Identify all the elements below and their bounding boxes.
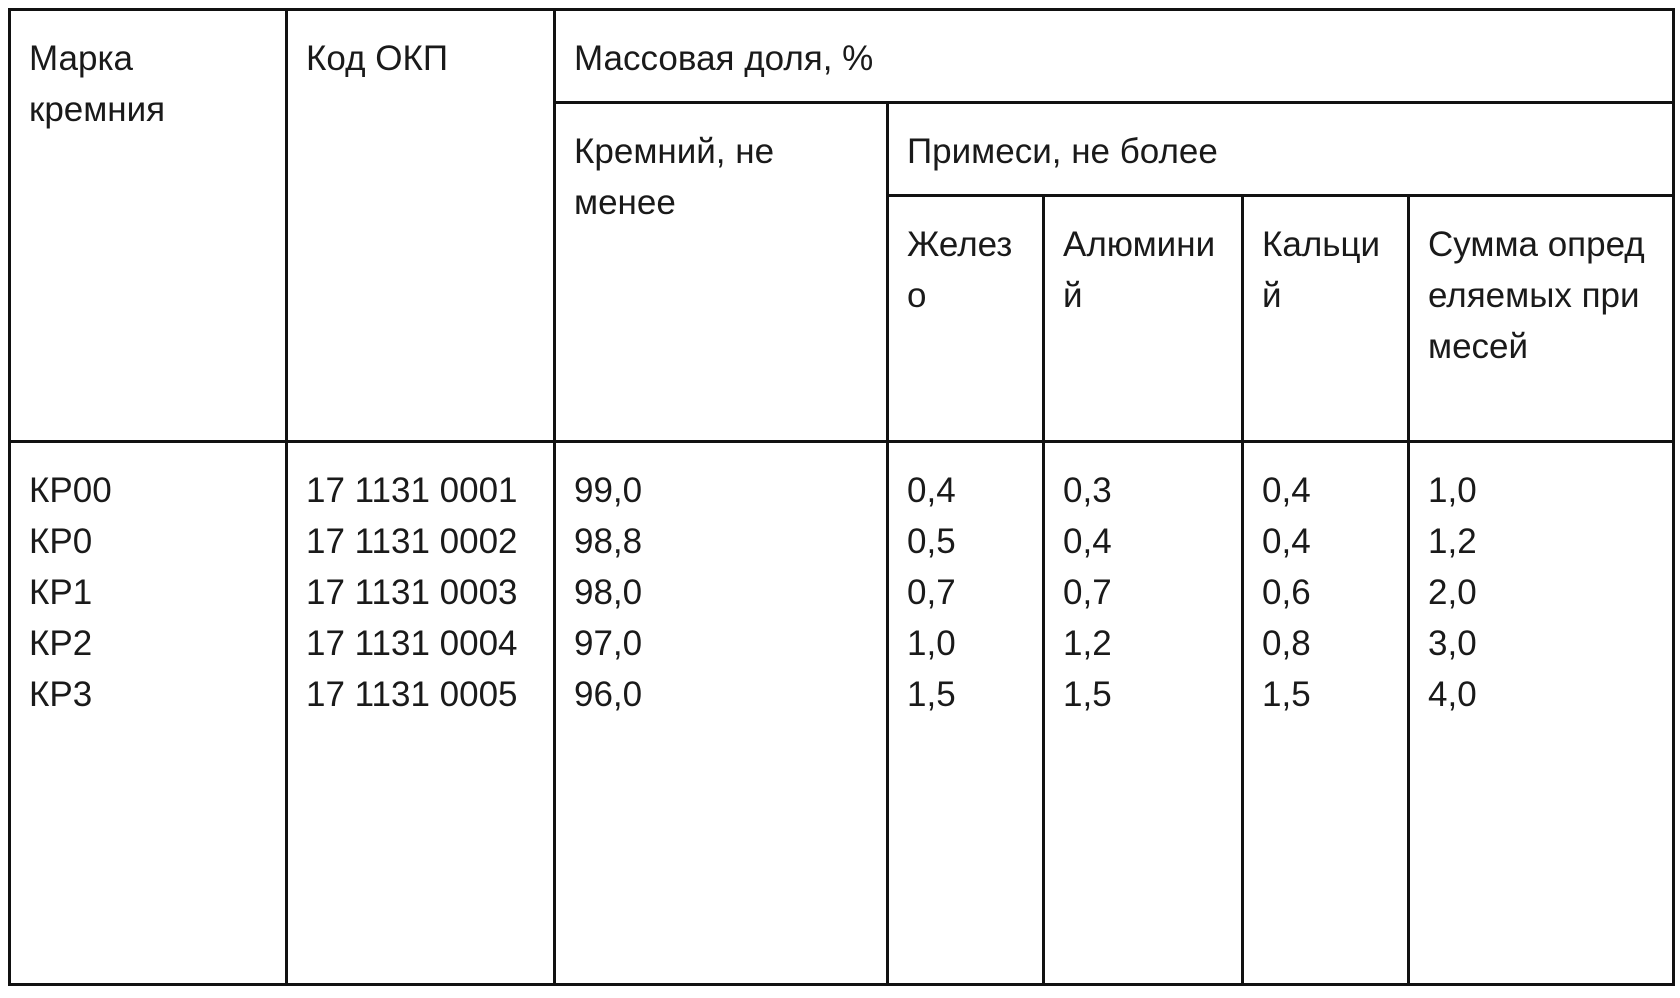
iron-value: 1,0 (907, 624, 956, 663)
iron-value: 0,7 (907, 573, 956, 612)
sum-value: 4,0 (1428, 675, 1477, 714)
sum-value: 3,0 (1428, 624, 1477, 663)
calcium-value: 0,8 (1262, 624, 1311, 663)
aluminum-value: 1,5 (1063, 675, 1112, 714)
okp-code-value: 17 1131 0004 (306, 624, 518, 663)
header-silicon-min: Кремний, не менее (555, 103, 888, 442)
grade-value: КР1 (29, 573, 93, 612)
calcium-value: 0,4 (1262, 522, 1311, 561)
okp-codes-cell (287, 442, 555, 985)
iron-value: 0,4 (907, 471, 956, 510)
silicon-value: 98,0 (574, 573, 643, 612)
grade-value: КР00 (29, 471, 112, 510)
grade-value: КР3 (29, 675, 93, 714)
aluminum-cell (1044, 442, 1243, 985)
iron-cell (888, 442, 1044, 985)
calcium-cell (1243, 442, 1409, 985)
calcium-value: 0,6 (1262, 573, 1311, 612)
aluminum-value: 0,7 (1063, 573, 1112, 612)
header-aluminum: Алюминий (1044, 196, 1243, 442)
header-sum-impurities: Сумма определяемых примесей (1409, 196, 1674, 442)
grade-value: КР0 (29, 522, 93, 561)
okp-code-value: 17 1131 0005 (306, 675, 518, 714)
calcium-value: 0,4 (1262, 471, 1311, 510)
iron-value: 0,5 (907, 522, 956, 561)
silicon-cell (555, 442, 888, 985)
calcium-value: 1,5 (1262, 675, 1311, 714)
header-mass-fraction: Массовая доля, % (555, 10, 1674, 103)
aluminum-value: 0,3 (1063, 471, 1112, 510)
sum-value: 1,0 (1428, 471, 1477, 510)
header-okp-code: Код ОКП (287, 10, 555, 442)
silicon-value: 97,0 (574, 624, 643, 663)
header-grade: Марка кремния (10, 10, 287, 442)
sum-cell (1409, 442, 1674, 985)
silicon-grades-table (8, 8, 1675, 986)
okp-code-value: 17 1131 0003 (306, 573, 518, 612)
grades-cell (10, 442, 287, 985)
grade-value: КР2 (29, 624, 93, 663)
silicon-value: 99,0 (574, 471, 643, 510)
sum-value: 1,2 (1428, 522, 1477, 561)
okp-code-value: 17 1131 0002 (306, 522, 518, 561)
aluminum-value: 0,4 (1063, 522, 1112, 561)
header-iron: Железо (888, 196, 1044, 442)
sum-value: 2,0 (1428, 573, 1477, 612)
aluminum-value: 1,2 (1063, 624, 1112, 663)
silicon-value: 98,8 (574, 522, 643, 561)
header-calcium: Кальций (1243, 196, 1409, 442)
header-impurities-max: Примеси, не более (888, 103, 1674, 196)
silicon-value: 96,0 (574, 675, 643, 714)
okp-code-value: 17 1131 0001 (306, 471, 518, 510)
iron-value: 1,5 (907, 675, 956, 714)
